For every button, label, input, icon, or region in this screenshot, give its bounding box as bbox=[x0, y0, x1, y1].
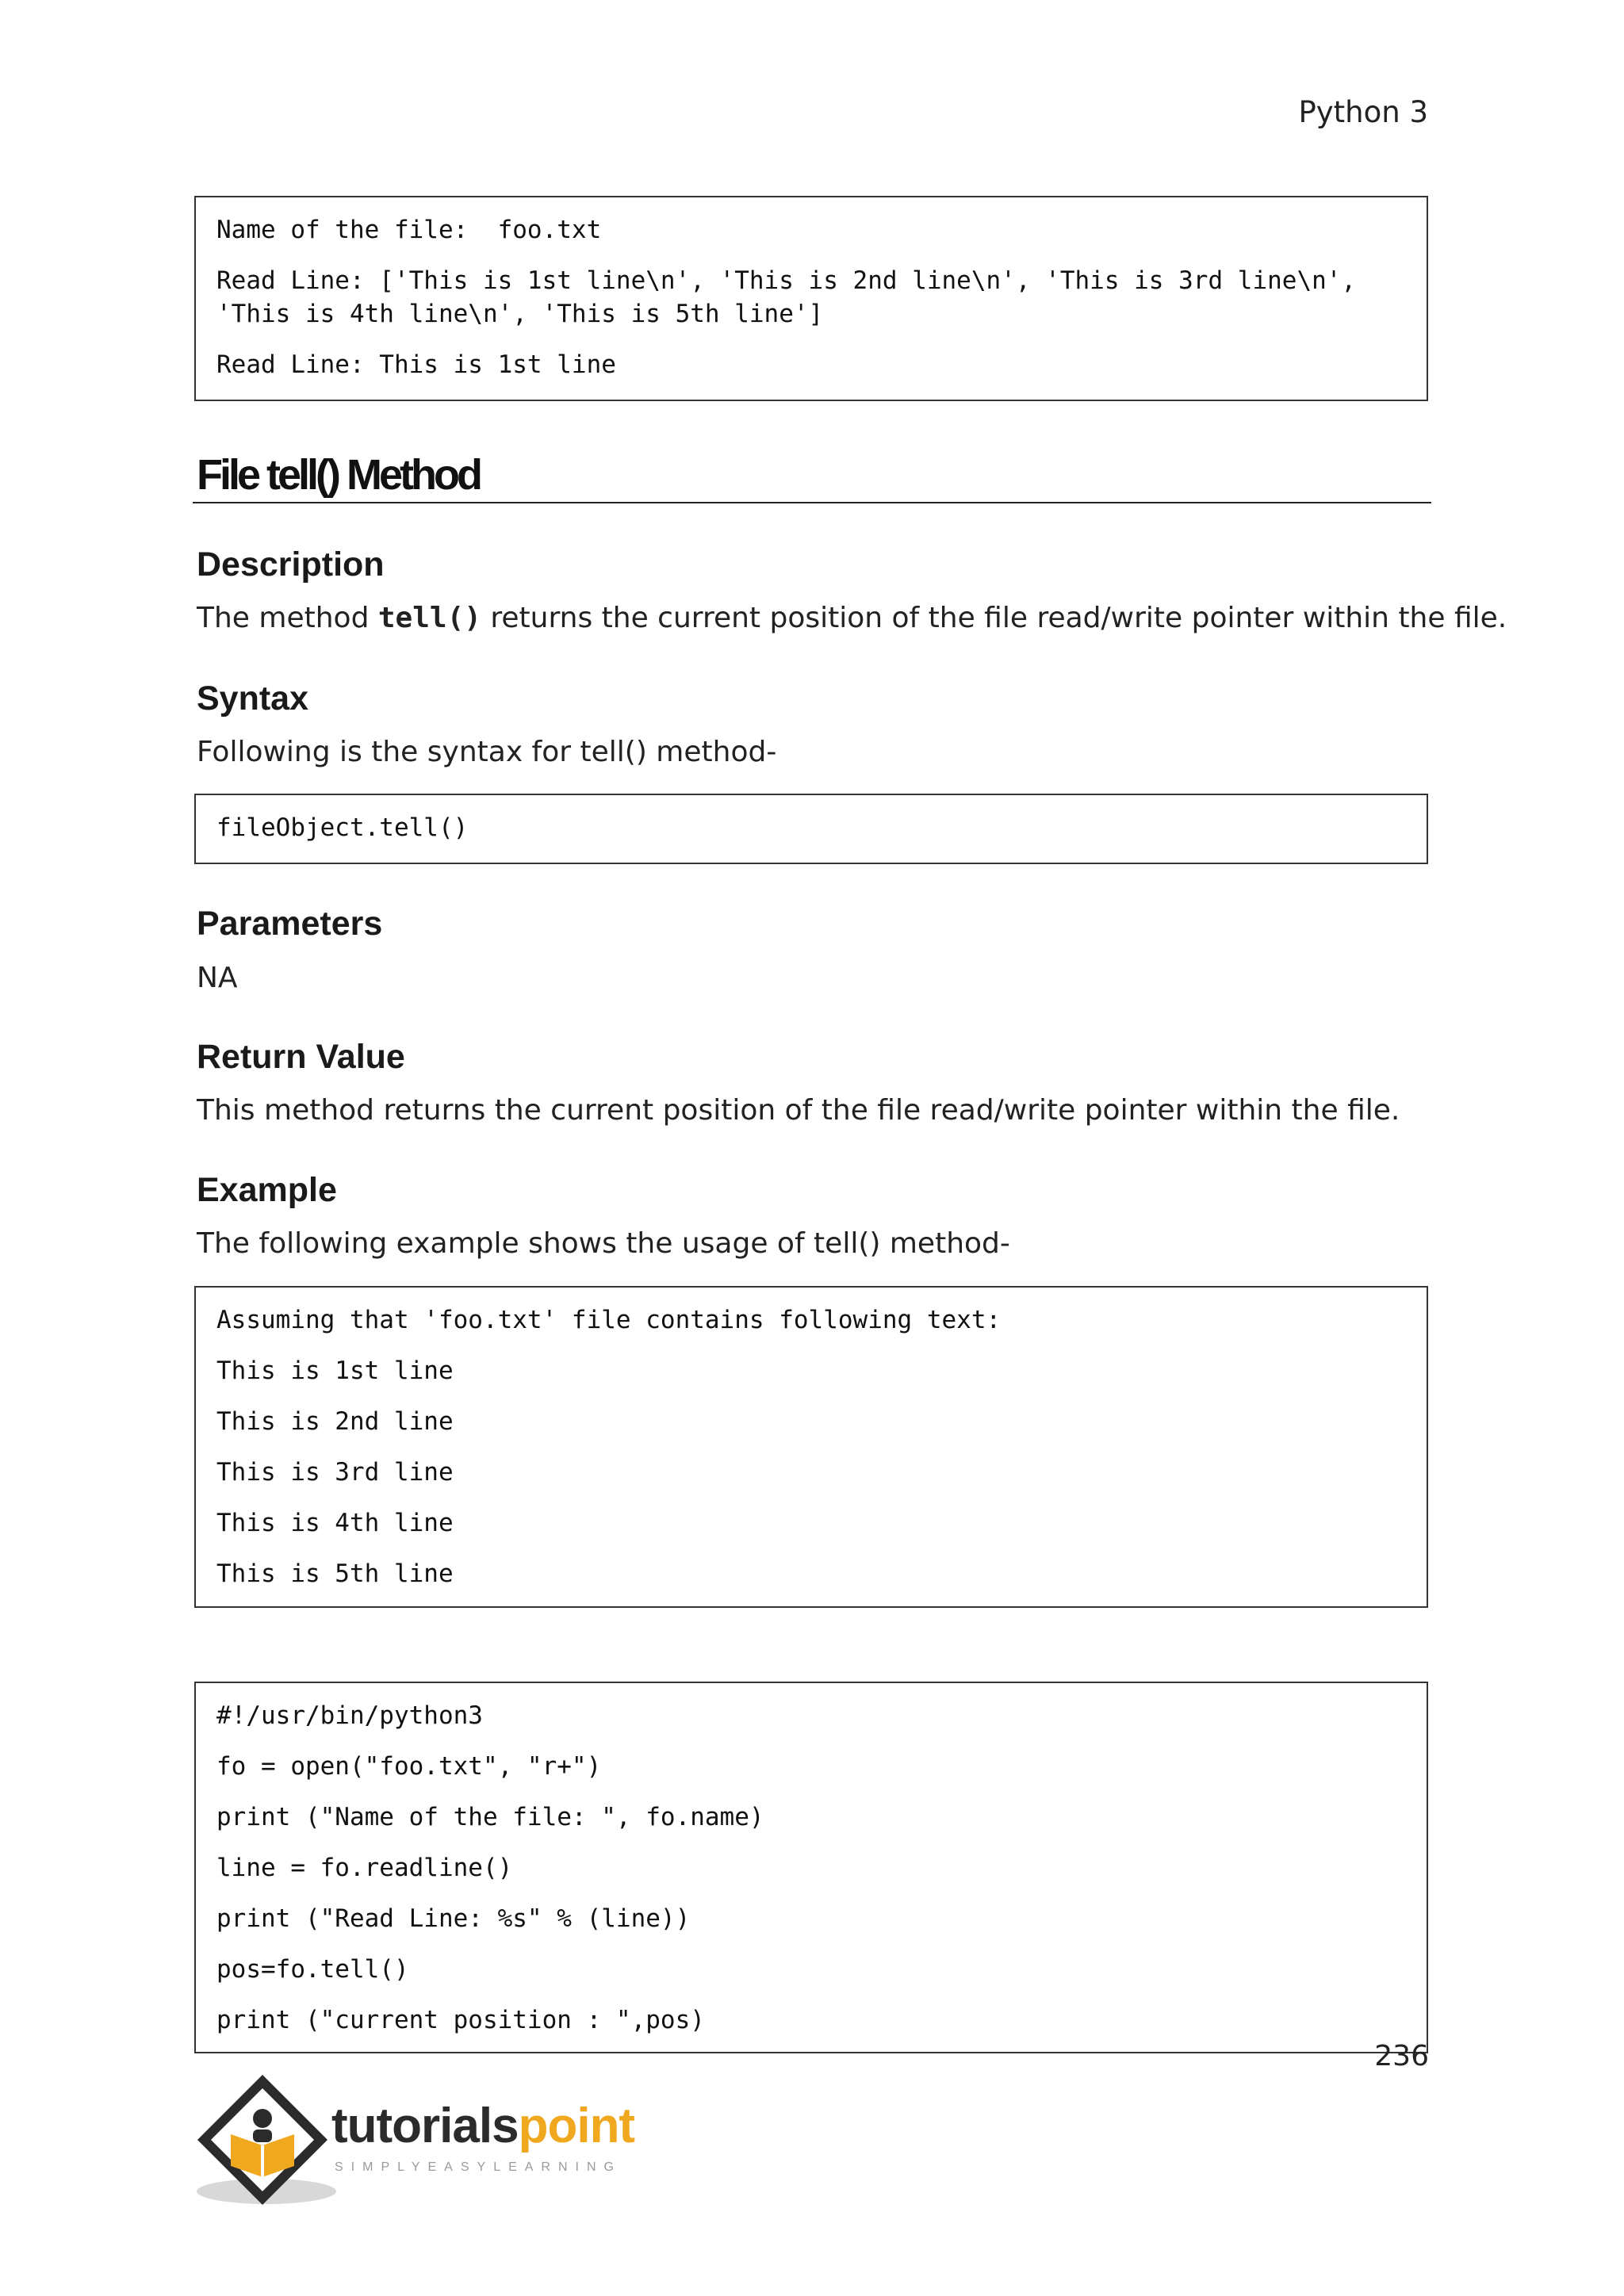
book-title: Python 3 bbox=[1298, 95, 1428, 129]
code-line: Read Line: This is 1st line bbox=[216, 350, 616, 379]
code-line: This is 4th line bbox=[216, 1509, 454, 1537]
code-line: This is 1st line bbox=[216, 1357, 454, 1385]
person-body-icon bbox=[253, 2130, 272, 2142]
code-line: Name of the file: foo.txt bbox=[216, 216, 602, 244]
parameters-text: NA bbox=[197, 962, 238, 994]
section-divider bbox=[193, 502, 1431, 503]
page-number: 236 bbox=[1374, 2040, 1429, 2072]
example-code-block bbox=[194, 1682, 1428, 2053]
description-text bbox=[197, 602, 1507, 634]
return-value-text: This method returns the current position of the file read/write pointer within the file. bbox=[197, 1094, 1400, 1127]
description-text-after: returns the current position of the file read/write pointer within the file. bbox=[481, 602, 1507, 634]
syntax-text: Following is the syntax for tell() method- bbox=[197, 736, 777, 768]
person-head-icon bbox=[253, 2109, 272, 2128]
logo-text-main bbox=[331, 2099, 634, 2153]
code-line: Read Line: ['This is 1st line\n', 'This is 2nd line\n', 'This is 3rd line\n', 'This is 4th line\n', 'This is 5th line'] bbox=[216, 266, 1371, 328]
output-code-block bbox=[194, 196, 1428, 401]
code-line: #!/usr/bin/python3 bbox=[216, 1701, 483, 1730]
logo-text-tutorials: tutorials bbox=[331, 2099, 519, 2153]
syntax-code-block bbox=[194, 794, 1428, 864]
logo-text-sub: SIMPLYEASYLEARNING bbox=[335, 2160, 622, 2174]
logo-text-point: point bbox=[518, 2099, 635, 2153]
description-heading: Description bbox=[197, 545, 385, 584]
section-title: File tell() Method bbox=[197, 451, 480, 499]
example-heading: Example bbox=[197, 1171, 337, 1209]
code-line: print ("Name of the file: ", fo.name) bbox=[216, 1803, 764, 1831]
return-value-heading: Return Value bbox=[197, 1038, 405, 1076]
parameters-heading: Parameters bbox=[197, 905, 383, 943]
description-text-before: The method bbox=[197, 602, 378, 634]
file-contents-block bbox=[194, 1286, 1428, 1608]
method-name: tell() bbox=[377, 602, 481, 634]
code-line: This is 2nd line bbox=[216, 1407, 454, 1436]
code-line: This is 5th line bbox=[216, 1559, 454, 1588]
example-text: The following example shows the usage of tell() method- bbox=[197, 1227, 1010, 1260]
code-line: print ("current position : ",pos) bbox=[216, 2006, 705, 2034]
code-line: This is 3rd line bbox=[216, 1458, 454, 1487]
code-line: fileObject.tell() bbox=[216, 813, 469, 842]
code-line: Assuming that 'foo.txt' file contains following text: bbox=[216, 1306, 1002, 1334]
code-line: pos=fo.tell() bbox=[216, 1955, 409, 1984]
syntax-heading: Syntax bbox=[197, 679, 309, 718]
code-line: print ("Read Line: %s" % (line)) bbox=[216, 1904, 691, 1933]
tutorialspoint-logo bbox=[195, 2072, 655, 2207]
code-line: line = fo.readline() bbox=[216, 1854, 513, 1882]
code-line: fo = open("foo.txt", "r+") bbox=[216, 1752, 602, 1781]
